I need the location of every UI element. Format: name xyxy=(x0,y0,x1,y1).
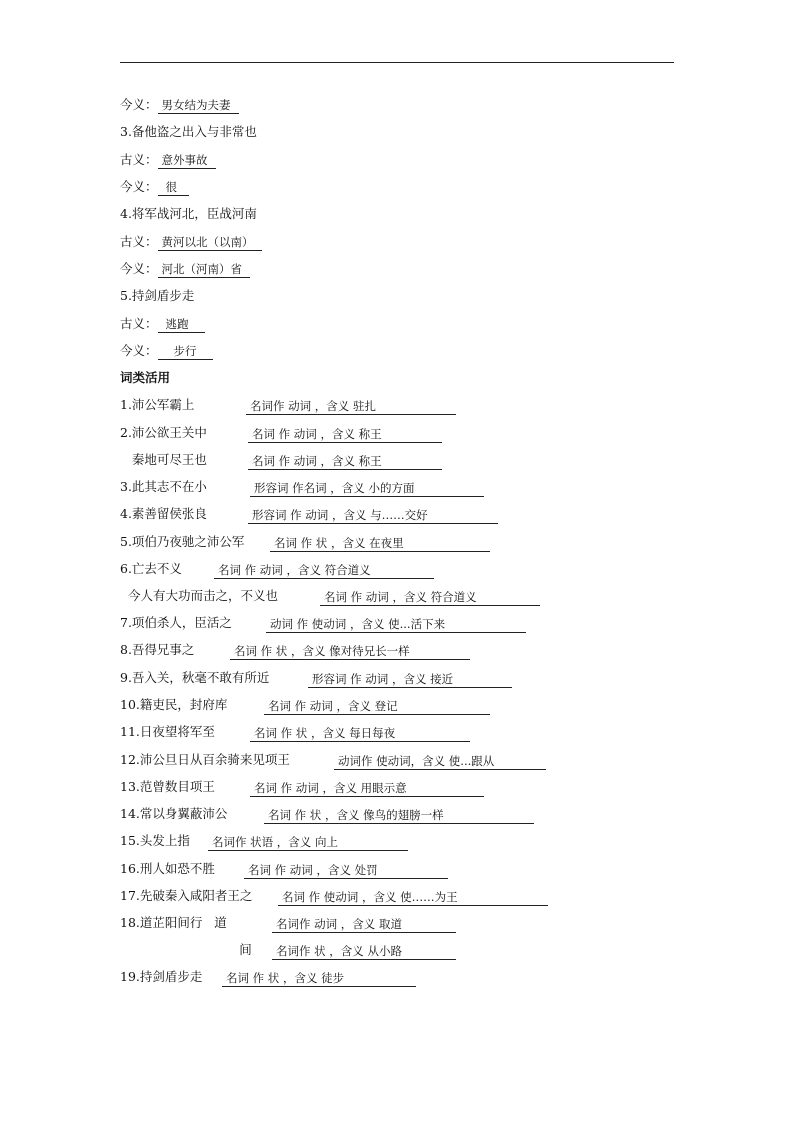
answer-blank: 名词 作 动词 ，含义 符合道义 xyxy=(320,590,540,606)
answer-blank: 形容词 作 动词 ，含义 接近 xyxy=(308,672,512,688)
answer-blank: 男女结为夫妻 xyxy=(158,98,239,114)
list-item xyxy=(120,914,227,932)
row-label: 今义： xyxy=(120,261,158,276)
gu-yi-row xyxy=(120,315,205,333)
list-item xyxy=(120,860,215,878)
list-item xyxy=(120,669,269,687)
question-text: 16.刑人如恐不胜 xyxy=(120,861,215,876)
sentence-row xyxy=(120,287,194,305)
answer-blank: 名词 作 动词 ，含义 用眼示意 xyxy=(250,781,484,797)
jin-yi-row xyxy=(120,96,239,114)
question-text: 19.持剑盾步走 xyxy=(120,969,203,984)
list-item xyxy=(120,505,207,523)
answer-blank: 名词作 状语 ，含义 向上 xyxy=(208,835,408,851)
answer-blank: 名词 作 动词 ，含义 登记 xyxy=(264,699,490,715)
question-text: 9.吾入关，秋毫不敢有所近 xyxy=(120,670,270,685)
answer-blank: 黄河以北（以南） xyxy=(158,235,262,251)
list-item xyxy=(120,778,215,796)
answer-blank: 名词作 状 ，含义 从小路 xyxy=(272,944,456,960)
list-item xyxy=(120,832,190,850)
row-label: 今义： xyxy=(120,179,158,194)
answer-blank: 步行 xyxy=(158,344,213,360)
answer-blank: 很 xyxy=(158,180,190,196)
row-label: 今义： xyxy=(120,97,158,112)
answer-blank: 动词 作 使动词 ，含义 使...活下来 xyxy=(266,617,526,633)
sentence-text: 5.持剑盾步走 xyxy=(120,288,195,303)
question-text: 5.项伯乃夜驰之沛公军 xyxy=(120,534,245,549)
answer-blank: 逃跑 xyxy=(158,317,205,333)
list-item xyxy=(120,941,252,959)
answer-blank: 河北（河南）省 xyxy=(158,262,251,278)
answer-blank: 意外事故 xyxy=(158,153,216,169)
question-text: 14.常以身翼蔽沛公 xyxy=(120,806,228,821)
list-item xyxy=(120,533,244,551)
answer-blank: 名词 作 动词 ，含义 处罚 xyxy=(244,863,448,879)
question-text: 7.项伯杀人，臣活之 xyxy=(120,615,232,630)
list-item xyxy=(120,723,215,741)
list-item xyxy=(120,887,252,905)
list-item xyxy=(120,968,202,986)
answer-blank: 名词 作 动词 ，含义 称王 xyxy=(248,427,442,443)
sentence-text: 3.备他盗之出入与非常也 xyxy=(120,124,257,139)
answer-blank: 名词 作 动词 ，含义 符合道义 xyxy=(214,563,434,579)
row-label: 今义： xyxy=(120,343,158,358)
question-text: 6.亡去不义 xyxy=(120,561,182,576)
answer-blank: 名词 作 动词 ，含义 称王 xyxy=(248,454,442,470)
question-text: 13.范曾数目项王 xyxy=(120,779,215,794)
row-label: 古义： xyxy=(120,234,158,249)
answer-blank: 名词 作 状 ，含义 在夜里 xyxy=(270,536,490,552)
gu-yi-row xyxy=(120,233,262,251)
question-text: 间 xyxy=(120,942,252,957)
row-label: 古义： xyxy=(120,316,158,331)
question-text: 15.头发上指 xyxy=(120,833,190,848)
list-item xyxy=(120,641,194,659)
answer-blank: 名词 作 状 ，含义 每日每夜 xyxy=(250,726,470,742)
answer-blank: 动词作 使动词，含义 使...跟从 xyxy=(334,754,546,770)
answer-blank: 形容词 作名词 ，含义 小的方面 xyxy=(250,481,484,497)
question-text: 今人有大功而击之，不义也 xyxy=(120,588,278,603)
question-text: 10.籍吏民，封府库 xyxy=(120,697,228,712)
question-text: 18.道芷阳间行 道 xyxy=(120,915,227,930)
question-text: 3.此其志不在小 xyxy=(120,479,207,494)
answer-blank: 名词作 动词 ，含义 取道 xyxy=(272,917,456,933)
sentence-row xyxy=(120,205,257,223)
question-text: 1.沛公军霸上 xyxy=(120,397,195,412)
list-item xyxy=(120,587,278,605)
question-text: 秦地可尽王也 xyxy=(120,452,207,467)
jin-yi-row xyxy=(120,260,250,278)
list-item xyxy=(120,396,194,414)
list-item xyxy=(120,805,227,823)
answer-blank: 名词作 动词 ，含义 驻扎 xyxy=(246,399,456,415)
question-text: 2.沛公欲王关中 xyxy=(120,425,207,440)
list-item xyxy=(120,696,227,714)
list-item xyxy=(120,560,182,578)
sentence-row xyxy=(120,123,257,141)
section-title: 词类活用 xyxy=(120,370,171,385)
question-text: 4.素善留侯张良 xyxy=(120,506,207,521)
question-text: 17.先破秦入咸阳者王之 xyxy=(120,888,253,903)
question-text: 11.日夜望将军至 xyxy=(120,724,215,739)
gu-yi-row xyxy=(120,151,216,169)
question-text: 12.沛公旦日从百余骑来见项王 xyxy=(120,752,290,767)
jin-yi-row xyxy=(120,178,189,196)
question-text: 8.吾得兄事之 xyxy=(120,642,195,657)
row-label: 古义： xyxy=(120,152,158,167)
list-item xyxy=(120,751,290,769)
header-rule xyxy=(120,62,674,63)
list-item xyxy=(120,424,207,442)
list-item xyxy=(120,614,232,632)
list-item xyxy=(120,478,207,496)
answer-blank: 形容词 作 动词 ，含义 与……交好 xyxy=(248,508,498,524)
list-item xyxy=(120,451,207,469)
sentence-text: 4.将军战河北，臣战河南 xyxy=(120,206,257,221)
answer-blank: 名词 作 状 ，含义 像对待兄长一样 xyxy=(230,644,470,660)
answer-blank: 名词 作 状 ，含义 徒步 xyxy=(222,971,416,987)
answer-blank: 名词 作 使动词 ，含义 使……为王 xyxy=(278,890,548,906)
jin-yi-row xyxy=(120,342,213,360)
answer-blank: 名词 作 状 ，含义 像鸟的翅膀一样 xyxy=(264,808,534,824)
